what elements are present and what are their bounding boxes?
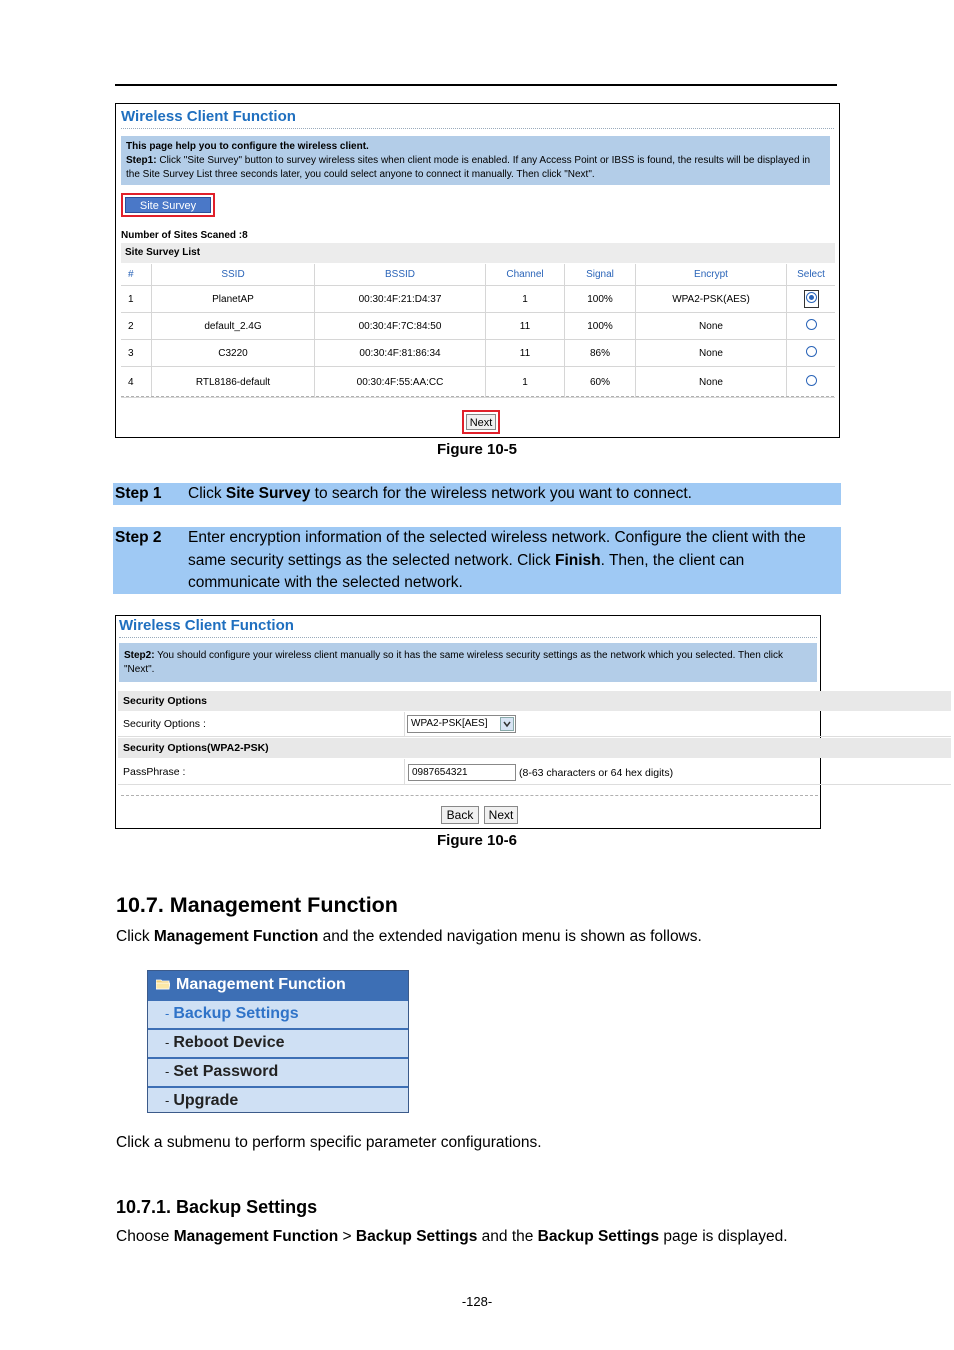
menu-dash: -: [165, 1064, 170, 1079]
next-button[interactable]: Next: [466, 414, 496, 430]
cell-bssid: 00:30:4F:81:86:34: [315, 340, 486, 367]
site-survey-button[interactable]: Site Survey: [125, 197, 211, 213]
menu-item-label: Backup Settings: [173, 1005, 299, 1022]
cell-encrypt: None: [636, 313, 787, 340]
cell-channel: 1: [486, 367, 565, 398]
table-row[interactable]: [121, 313, 835, 340]
cell-signal: 60%: [565, 367, 636, 398]
col-channel: Channel: [486, 264, 565, 286]
menu-dash: -: [165, 1093, 170, 1108]
cell-bssid: 00:30:4F:7C:84:50: [315, 313, 486, 340]
col-bssid: BSSID: [315, 264, 486, 286]
cell-select: [787, 286, 836, 313]
step-text-post: . Then, the client can communicate with the selected network.: [188, 551, 745, 591]
info-step-label: Step2:: [124, 650, 155, 661]
bottom-divider: [121, 795, 818, 796]
menu-item-set-password[interactable]: [148, 1057, 408, 1085]
step-2: [113, 527, 841, 594]
cell-ssid: C3220: [152, 340, 315, 367]
wpa-options-header: Security Options(WPA2-PSK): [118, 738, 951, 758]
bottom-divider: [121, 396, 834, 397]
figure-10-5: [115, 103, 840, 438]
cell-ssid: RTL8186-default: [152, 367, 315, 398]
passphrase-hint: (8-63 characters or 64 hex digits): [519, 767, 674, 779]
cell-signal: 100%: [565, 286, 636, 313]
security-options-row: [118, 712, 951, 737]
select-radio[interactable]: [806, 346, 817, 357]
col-signal: Signal: [565, 264, 636, 286]
management-menu: [147, 970, 409, 1113]
subsection-text: [116, 1228, 788, 1246]
select-radio[interactable]: [806, 292, 817, 303]
step-1: [113, 483, 841, 505]
menu-item-upgrade[interactable]: [148, 1086, 408, 1114]
cell-channel: 1: [486, 286, 565, 313]
info-step-text: Click "Site Survey" button to survey wireless sites when client mode is enabled. If any Access Point or IBSS is found, the results will be displayed in the Site Survey List three seconds later, you could select anyone to connect it manually. Then click "Next".: [126, 155, 811, 180]
step-label: Step 2: [115, 529, 162, 546]
title-divider: [121, 128, 834, 129]
sub-bold-1: Management Function: [173, 1228, 339, 1245]
cell-signal: 86%: [565, 340, 636, 367]
intro-post: and the extended navigation menu is shown as follows.: [318, 928, 702, 945]
cell-encrypt: None: [636, 367, 787, 398]
back-button[interactable]: Back: [441, 806, 479, 824]
menu-item-label: Reboot Device: [173, 1034, 285, 1051]
cell-ssid: default_2.4G: [152, 313, 315, 340]
list-title: Site Survey List: [121, 243, 835, 263]
figure-title: Wireless Client Function: [121, 108, 296, 125]
intro-pre: Click: [116, 928, 154, 945]
step-text: [188, 527, 833, 595]
step-text-bold: Site Survey: [225, 485, 311, 502]
after-menu-text: Click a submenu to perform specific parameter configurations.: [116, 1134, 542, 1151]
menu-item-backup-settings[interactable]: [148, 999, 408, 1027]
passphrase-input[interactable]: 0987654321: [408, 764, 516, 781]
next-button[interactable]: Next: [484, 806, 518, 824]
cell-select: [787, 367, 836, 398]
cell-select: [787, 313, 836, 340]
cell-signal: 100%: [565, 313, 636, 340]
menu-item-label: Upgrade: [173, 1092, 239, 1109]
table-row[interactable]: [121, 340, 835, 367]
step-text-pre: Click: [188, 485, 226, 502]
step-label: Step 1: [115, 485, 162, 502]
selected-focus: [804, 290, 819, 308]
info-line: This page help you to configure the wireless client.: [126, 141, 369, 152]
sub-pre: Choose: [116, 1228, 174, 1245]
step-text-pre: Enter encryption information of the selected wireless network. Configure the client with the same security settings as the selected network. Click: [188, 529, 806, 569]
security-options-label: Security Options :: [123, 718, 206, 730]
figure-title: Wireless Client Function: [119, 617, 294, 634]
section-intro: [116, 928, 702, 946]
menu-dash: -: [165, 1035, 170, 1050]
cell-num: 4: [121, 367, 152, 398]
menu-title: Management Function: [176, 976, 346, 993]
security-options-select[interactable]: [407, 715, 516, 733]
step-text-bold: Finish: [554, 551, 601, 569]
folder-icon: [156, 979, 170, 990]
cell-ssid: PlanetAP: [152, 286, 315, 313]
col-encrypt: Encrypt: [636, 264, 787, 286]
step-text: [188, 483, 833, 506]
info-panel: [121, 136, 830, 185]
cell-channel: 11: [486, 313, 565, 340]
info-panel: [119, 643, 817, 682]
intro-bold: Management Function: [153, 928, 319, 945]
select-radio[interactable]: [806, 319, 817, 330]
cell-bssid: 00:30:4F:21:D4:37: [315, 286, 486, 313]
menu-item-label: Set Password: [173, 1063, 279, 1080]
passphrase-label: PassPhrase :: [123, 766, 186, 778]
sub-mid: and the: [477, 1228, 538, 1245]
menu-item-reboot-device[interactable]: [148, 1028, 408, 1056]
col-select: Select: [787, 264, 836, 286]
cell-num: 1: [121, 286, 152, 313]
sub-sep: >: [338, 1228, 356, 1245]
header-rule: [115, 84, 837, 86]
page-number: -128-: [461, 1294, 493, 1309]
title-divider: [119, 637, 817, 638]
menu-dash: -: [165, 1006, 170, 1021]
cell-encrypt: None: [636, 340, 787, 367]
table-row[interactable]: [121, 367, 835, 398]
sub-bold-2: Backup Settings: [355, 1228, 478, 1245]
figure-caption: Figure 10-5: [436, 441, 518, 458]
cell-bssid: 00:30:4F:55:AA:CC: [315, 367, 486, 398]
cell-encrypt: WPA2-PSK(AES): [636, 286, 787, 313]
column-divider: [404, 712, 405, 737]
cell-num: 3: [121, 340, 152, 367]
sub-bold-3: Backup Settings: [537, 1228, 660, 1245]
security-options-header: Security Options: [118, 691, 951, 711]
chevron-down-icon: [500, 717, 514, 731]
site-survey-table: [121, 264, 835, 398]
security-options-value: WPA2-PSK[AES]: [411, 718, 488, 729]
info-step-label: Step1:: [126, 155, 157, 166]
menu-header[interactable]: [148, 971, 408, 999]
sub-post: page is displayed.: [659, 1228, 788, 1245]
table-header-row: [121, 264, 835, 286]
subsection-heading: 10.7.1. Backup Settings: [116, 1197, 318, 1217]
cell-select: [787, 340, 836, 367]
step-text-post: to search for the wireless network you want to connect.: [310, 485, 692, 502]
figure-caption: Figure 10-6: [436, 832, 518, 849]
cell-channel: 11: [486, 340, 565, 367]
info-step-text: You should configure your wireless client manually so it has the same wireless security settings as the network which you selected. Then click "Next".: [124, 650, 784, 675]
cell-num: 2: [121, 313, 152, 340]
section-heading: 10.7. Management Function: [116, 893, 398, 917]
column-divider: [404, 759, 405, 785]
col-ssid: SSID: [152, 264, 315, 286]
select-radio[interactable]: [806, 375, 817, 386]
table-row[interactable]: [121, 286, 835, 313]
sites-scanned: Number of Sites Scaned :8: [121, 230, 248, 241]
col-num: #: [121, 264, 152, 286]
